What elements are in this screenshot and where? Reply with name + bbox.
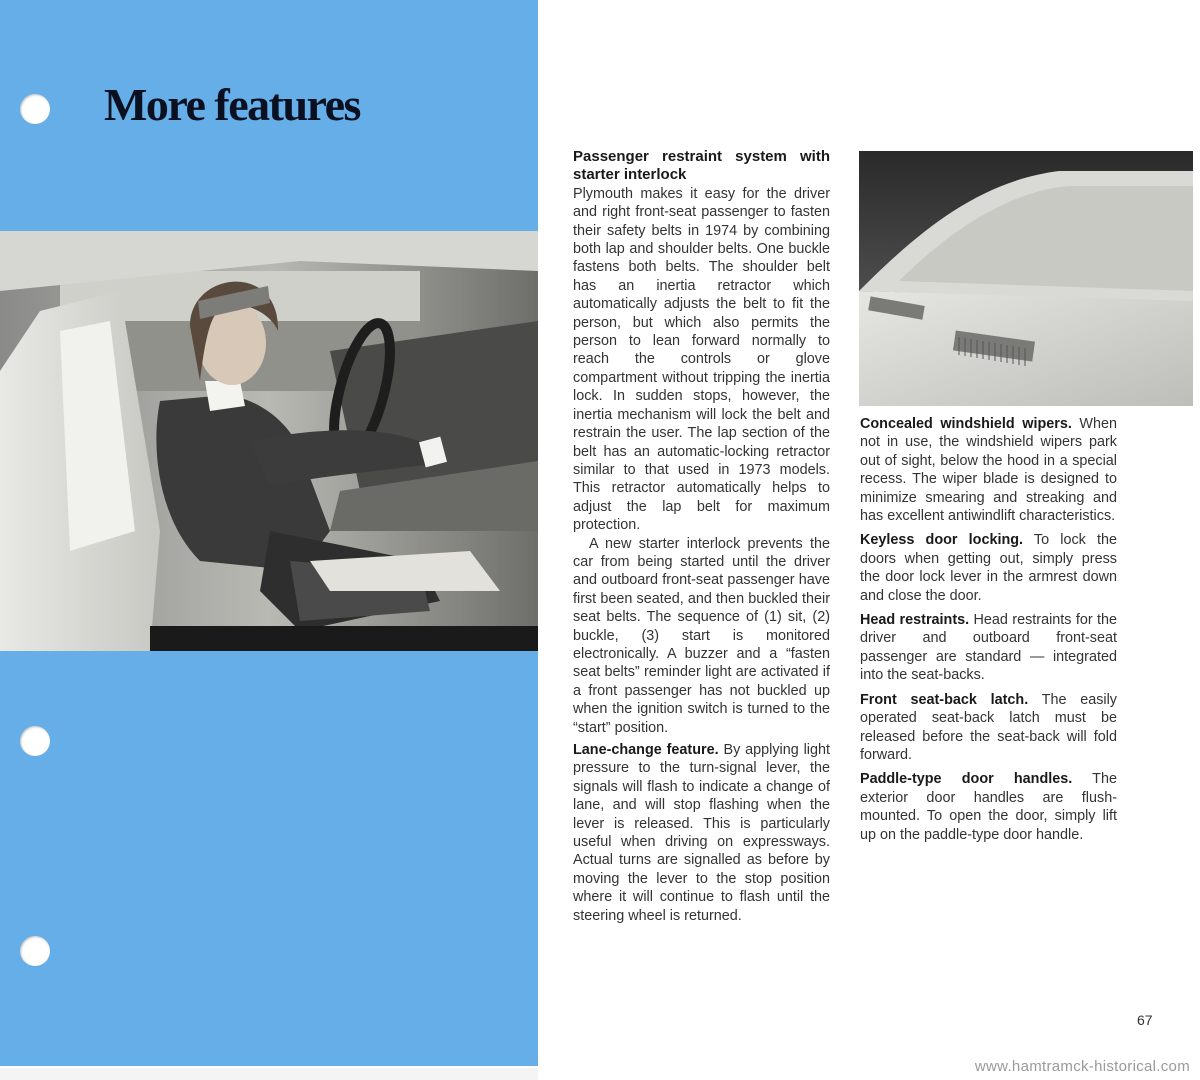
handles-paragraph	[860, 770, 1117, 844]
section-heading: Passenger restraint system with starter interlock	[573, 148, 830, 184]
footer-strip	[0, 1068, 538, 1080]
page-title: More features	[104, 79, 360, 130]
punch-hole	[20, 726, 50, 756]
latch-text: The easily operated seat-back latch must be released before the seat-back will fold forward.	[860, 691, 1117, 763]
punch-hole	[20, 94, 50, 124]
restraints-text: Head restraints for the driver and outboard front-seat passenger are standard — integrated into the seat-backs.	[860, 612, 1118, 684]
hood-windshield-photo	[859, 151, 1193, 406]
keyless-text: To lock the doors when getting out, simply press the door lock lever in the armrest down and close the door.	[860, 532, 1118, 604]
lane-change-paragraph	[573, 741, 830, 925]
page-number: 67	[1137, 1012, 1153, 1028]
watermark: www.hamtramck-historical.com	[974, 1058, 1190, 1075]
wipers-text: When not in use, the windshield wipers park out of sight, below the hood in a special recess. The wiper blade is designed to minimize smearing and streaking and has excellent antiwindlift characteristics.	[860, 416, 1117, 525]
lane-change-text: By applying light pressure to the turn-signal lever, the signals will flash to indicate a change of lane, and will stop flashing when the lever is released. This is particularly useful when driving on expressways. Actual turns are signalled as before by moving the lever to the stop position where it will continue to flash until the steering wheel is returned.	[573, 742, 830, 924]
restraints-heading: Head restraints.	[860, 612, 970, 629]
interior-photo	[0, 231, 538, 651]
punch-hole	[20, 936, 50, 966]
right-text-column	[860, 415, 1117, 844]
wipers-paragraph	[860, 415, 1117, 525]
handles-text: The exterior door handles are flush-mounted. To open the door, simply lift up on the paddle-type door handle.	[860, 771, 1117, 843]
lane-change-heading: Lane-change feature.	[573, 742, 719, 758]
keyless-heading: Keyless door locking.	[860, 532, 1024, 549]
restraints-paragraph	[860, 611, 1117, 685]
latch-heading: Front seat-back latch.	[860, 691, 1029, 708]
restraint-paragraph: Plymouth makes it easy for the driver and right front-seat passenger to fasten their safety belts in 1974 by combining both lap and shoulder belts. One buckle fastens both belts. The shoulder belt has an inertia retractor which automatically adjusts the belt to fit the person, but which also permits the person to lean forward normally to reach the controls or glove compartment without tripping the inertia lock. In sudden stops, however, the inertia mechanism will lock the belt and restrain the user. The lap section of the belt has an automatic-locking retractor similar to that used in 1973 models. This retractor automatically helps to adjust the lap belt for maximum protection.	[573, 185, 830, 534]
handles-heading: Paddle-type door handles.	[860, 771, 1073, 788]
left-text-column	[573, 148, 830, 925]
latch-paragraph	[860, 691, 1117, 765]
interlock-paragraph: A new starter interlock prevents the car from being started until the driver and outboard front-seat passenger have first been seated, and then buckled their seat belts. The sequence of (1) sit, (2) buckle, (3) start is monitored electronically. A buzzer and a “fasten seat belts” reminder light are activated if a front passenger has not buckled up when the ignition switch is turned to the “start” position.	[573, 535, 830, 736]
wipers-heading: Concealed windshield wipers.	[860, 416, 1072, 432]
keyless-paragraph	[860, 531, 1117, 605]
